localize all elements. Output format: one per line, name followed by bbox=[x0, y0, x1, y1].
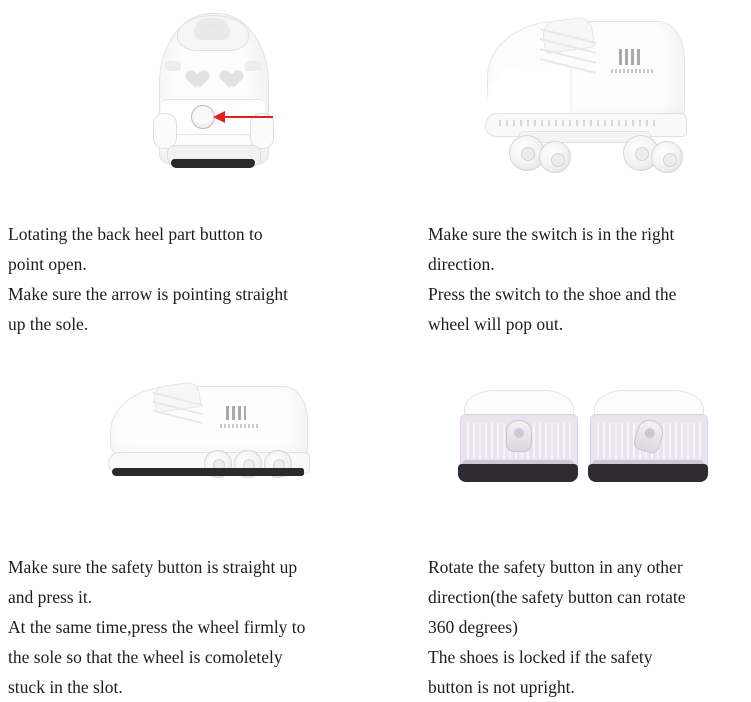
caption-line: wheel will pop out. bbox=[428, 314, 564, 335]
wheel-icon bbox=[539, 141, 571, 173]
panel-1-figure bbox=[0, 0, 424, 185]
caption-line: point open. bbox=[8, 254, 87, 275]
wheel-icon bbox=[651, 141, 683, 173]
panel-4-caption bbox=[424, 512, 751, 702]
heel-safety-button-closeup bbox=[458, 384, 718, 500]
caption-line: Lotating the back heel part button to bbox=[8, 224, 263, 244]
caption-line: The shoes is locked if the safety bbox=[428, 647, 653, 668]
caption-line: direction(the safety button can rotate bbox=[428, 587, 686, 608]
panel-1-caption bbox=[0, 185, 424, 339]
panel-3-figure bbox=[0, 372, 424, 512]
panel-3 bbox=[0, 372, 424, 698]
shoe-heel-rear-view-with-arrow bbox=[137, 13, 287, 185]
shoe-side-view-wheels-extended bbox=[473, 13, 703, 185]
caption-line: Make sure the switch is in the right bbox=[428, 224, 675, 244]
arrow-icon bbox=[211, 111, 275, 123]
heart-icon bbox=[215, 63, 237, 83]
safety-button bbox=[506, 420, 532, 452]
caption-line: Make sure the safety button is straight up bbox=[8, 557, 298, 577]
brand-logo-icon bbox=[619, 49, 641, 65]
caption-line: button is not upright. bbox=[428, 677, 575, 698]
caption-line: 360 degrees) bbox=[428, 617, 518, 638]
heart-icon bbox=[181, 63, 203, 83]
caption-line: Rotate the safety button in any other bbox=[428, 557, 683, 577]
caption-line: Make sure the arrow is pointing straight bbox=[8, 284, 288, 305]
panel-1 bbox=[0, 0, 424, 372]
panel-4 bbox=[424, 372, 751, 698]
brand-logo-icon bbox=[226, 406, 246, 420]
caption-line: At the same time,press the wheel firmly to bbox=[8, 617, 306, 638]
panel-2-figure bbox=[424, 0, 751, 185]
panel-2-caption bbox=[424, 185, 751, 339]
caption-line: the sole so that the wheel is comoletely bbox=[8, 647, 283, 668]
caption-line: up the sole. bbox=[8, 314, 89, 335]
panel-4-figure bbox=[424, 372, 751, 512]
shoe-side-view-wheels-retracted bbox=[94, 382, 330, 502]
panel-2 bbox=[424, 0, 751, 372]
caption-line: direction. bbox=[428, 254, 495, 275]
caption-line: and press it. bbox=[8, 587, 93, 608]
panel-3-caption bbox=[0, 512, 424, 702]
caption-line: stuck in the slot. bbox=[8, 677, 123, 698]
caption-line: Press the switch to the shoe and the bbox=[428, 284, 677, 305]
